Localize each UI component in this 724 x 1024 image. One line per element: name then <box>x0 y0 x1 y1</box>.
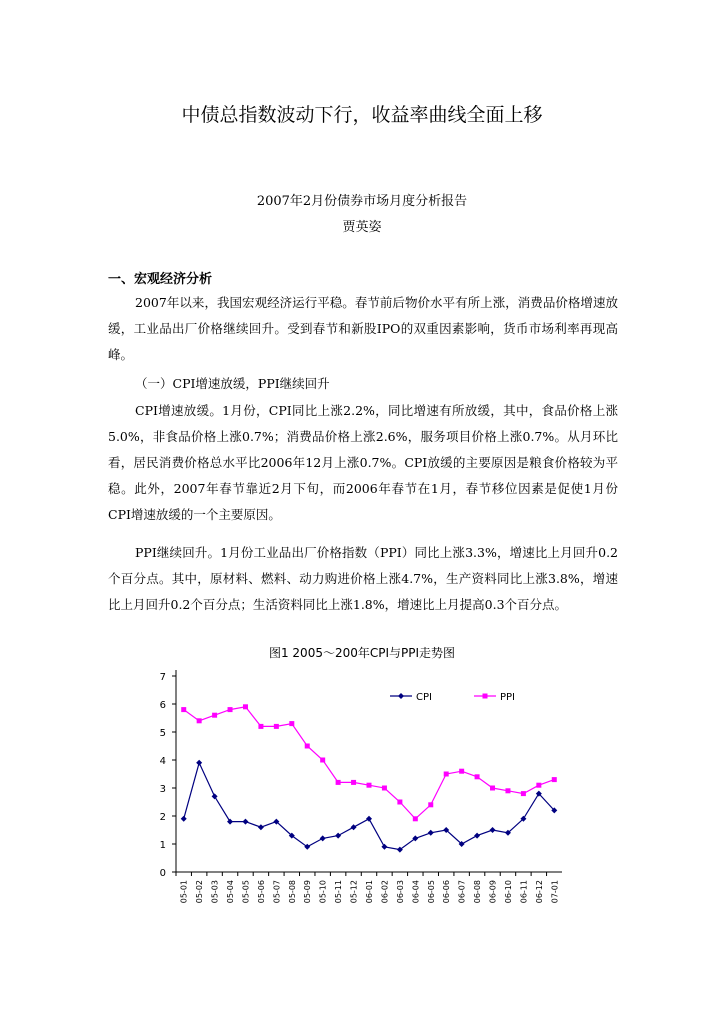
ppi-point <box>289 721 294 726</box>
x-tick-label: 06-10 <box>503 880 513 904</box>
x-tick-label: 07-01 <box>550 880 560 904</box>
x-tick-label: 05-03 <box>210 880 220 904</box>
y-tick-label: 6 <box>159 700 166 711</box>
x-tick-label: 06-03 <box>395 880 405 904</box>
x-tick-label: 06-08 <box>473 880 483 904</box>
y-tick-label: 4 <box>159 756 166 767</box>
ppi-point <box>243 704 248 709</box>
section-heading-macro: 一、宏观经济分析 <box>108 272 213 287</box>
x-tick-label: 06-01 <box>365 880 374 904</box>
y-tick-label: 2 <box>159 812 166 823</box>
legend-marker-ppi <box>483 694 488 699</box>
ppi-point <box>367 783 372 788</box>
x-tick-label: 05-07 <box>272 880 282 904</box>
legend-label-ppi: PPI <box>500 692 516 703</box>
ppi-point <box>197 718 202 723</box>
x-tick-label: 05-11 <box>334 880 344 904</box>
legend-label-cpi: CPI <box>416 692 432 703</box>
figure-caption: 图1 2005～200年CPI与PPI走势图 <box>268 646 456 660</box>
ppi-point <box>505 788 510 793</box>
x-tick-label: 05-02 <box>195 880 205 904</box>
x-tick-label: 06-04 <box>411 880 421 904</box>
x-tick-label: 05-06 <box>256 880 266 904</box>
cpi-ppi-line-chart <box>152 662 572 918</box>
ppi-point <box>258 724 263 729</box>
report-subtitle: 2007年2月份债券市场月度分析报告 <box>256 194 468 209</box>
x-tick-label: 06-11 <box>519 880 529 904</box>
x-tick-label: 05-01 <box>179 880 189 904</box>
page-title: 中债总指数波动下行，收益率曲线全面上移 <box>181 104 543 126</box>
ppi-point <box>336 780 341 785</box>
x-tick-label: 05-08 <box>287 880 297 904</box>
cpi-paragraph: CPI增速放缓。1月份，CPI同比上涨2.2%，同比增速有所放缓，其中，食品价格上涨5.0%，非食品价格上涨0.7%；消费品价格上涨2.6%，服务项目价格上涨0.7%。从月环比看，居民消费价格总水平比2006年12月上涨0.7%。CPI放缓的主要原因是粮食价格较为平稳。此外，2007年春节靠近2月下旬，而2006年春节在1月，春节移位因素是促使1月份CPI增速放缓的一个主要原因。 <box>108 403 618 522</box>
ppi-point <box>274 724 279 729</box>
x-tick-label: 06-12 <box>534 880 544 904</box>
ppi-point <box>490 786 495 791</box>
ppi-point <box>351 780 356 785</box>
ppi-point <box>413 816 418 821</box>
ppi-point <box>536 783 541 788</box>
ppi-point <box>521 791 526 796</box>
x-tick-label: 05-05 <box>241 880 251 904</box>
ppi-point <box>212 713 217 718</box>
ppi-paragraph: PPI继续回升。1月份工业品出厂价格指数（PPI）同比上涨3.3%，增速比上月回升0.2个百分点。其中，原材料、燃料、动力购进价格上涨4.7%，生产资料同比上涨3.8%，增速比上月回升0.2个百分点；生活资料同比上涨1.8%，增速比上月提高0.3个百分点。 <box>108 545 618 612</box>
x-tick-label: 05-12 <box>349 880 359 904</box>
ppi-point <box>320 758 325 763</box>
ppi-point <box>382 786 387 791</box>
x-tick-label: 06-06 <box>442 880 452 904</box>
y-tick-label: 3 <box>159 784 166 795</box>
y-tick-label: 7 <box>159 672 166 683</box>
ppi-point <box>228 707 233 712</box>
ppi-point <box>397 800 402 805</box>
x-tick-label: 05-09 <box>303 880 313 904</box>
y-tick-label: 1 <box>159 840 166 851</box>
x-tick-label: 06-05 <box>426 880 436 904</box>
author-name: 贾英姿 <box>342 220 382 235</box>
x-tick-label: 06-09 <box>488 880 498 904</box>
ppi-point <box>444 772 449 777</box>
x-tick-label: 06-02 <box>380 880 390 904</box>
ppi-point <box>181 707 186 712</box>
ppi-point <box>305 744 310 749</box>
sub-heading-cpi-ppi: （一）CPI增速放缓，PPI继续回升 <box>135 376 330 391</box>
y-tick-label: 5 <box>159 728 166 739</box>
ppi-point <box>552 777 557 782</box>
x-tick-label: 05-10 <box>318 880 328 904</box>
y-tick-label: 0 <box>159 868 166 879</box>
x-tick-label: 05-04 <box>226 880 236 904</box>
ppi-point <box>459 769 464 774</box>
ppi-point <box>428 802 433 807</box>
ppi-point <box>475 774 480 779</box>
intro-paragraph: 2007年以来，我国宏观经济运行平稳。春节前后物价水平有所上涨，消费品价格增速放缓，工业品出厂价格继续回升。受到春节和新股IPO的双重因素影响，货币市场利率再现高峰。 <box>108 295 618 362</box>
x-tick-label: 06-07 <box>457 880 467 904</box>
